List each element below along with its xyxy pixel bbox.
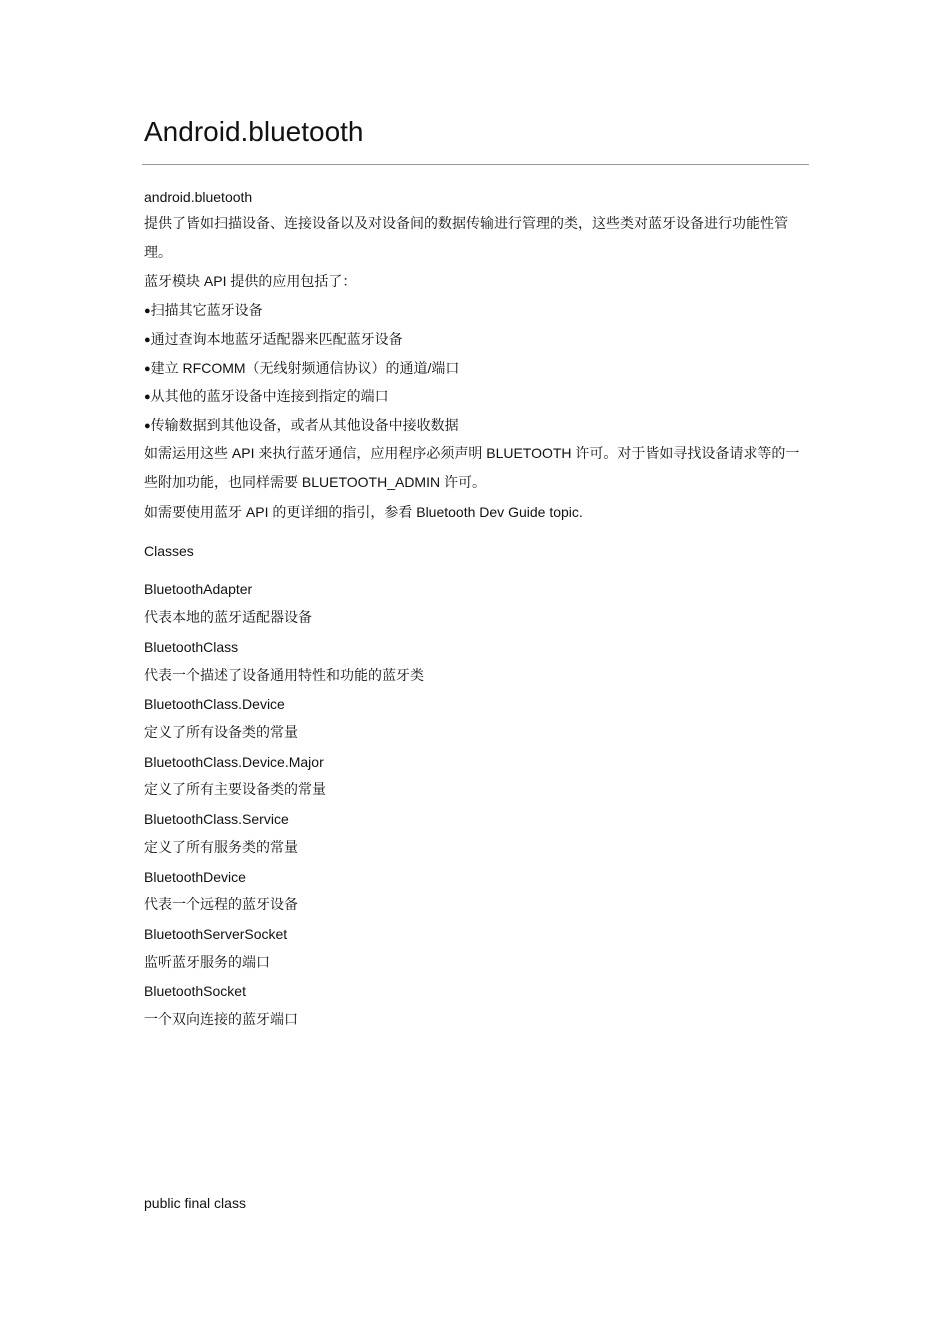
class-name: BluetoothDevice [144, 869, 246, 885]
class-description: 代表一个远程的蓝牙设备 [144, 896, 298, 912]
class-name: BluetoothClass.Service [144, 811, 289, 827]
class-name: BluetoothAdapter [144, 581, 253, 597]
class-name: BluetoothServerSocket [144, 926, 288, 942]
api-intro: 蓝牙模块 API 提供的应用包括了： [144, 273, 357, 289]
title-divider [142, 164, 809, 165]
class-name: BluetoothClass [144, 639, 239, 655]
class-description: 代表本地的蓝牙适配器设备 [144, 609, 312, 625]
feature-item: ● 扫描其它蓝牙设备 [144, 300, 263, 322]
feature-item: ● 从其他的蓝牙设备中连接到指定的端口 [144, 386, 389, 408]
package-name: android.bluetooth [144, 189, 253, 205]
class-description: 代表一个描述了设备通用特性和功能的蓝牙类 [144, 667, 424, 683]
class-description: 定义了所有设备类的常量 [144, 724, 298, 740]
permission-note: 如需运用这些 API 来执行蓝牙通信，应用程序必须声明 BLUETOOTH 许可。对于皆如寻找设备请求等的一些附加功能，也同样需要 BLUETOOTH_ADMIN 许可。 [144, 445, 800, 490]
class-description: 监听蓝牙服务的端口 [144, 954, 270, 970]
page-title: Android.bluetooth [144, 116, 364, 147]
footer-text: public final class [144, 1195, 246, 1211]
classes-heading: Classes [144, 543, 194, 559]
class-name: BluetoothClass.Device [144, 696, 285, 712]
intro-paragraph: 提供了皆如扫描设备、连接设备以及对设备间的数据传输进行管理的类，这些类对蓝牙设备进行功能性管理。 [144, 215, 788, 260]
class-description: 定义了所有主要设备类的常量 [144, 781, 326, 797]
class-description: 定义了所有服务类的常量 [144, 839, 298, 855]
class-name: BluetoothClass.Device.Major [144, 754, 324, 770]
class-description: 一个双向连接的蓝牙端口 [144, 1011, 298, 1027]
feature-item: ● 通过查询本地蓝牙适配器来匹配蓝牙设备 [144, 329, 403, 351]
guide-note: 如需要使用蓝牙 API 的更详细的指引，参看 Bluetooth Dev Guide topic. [144, 504, 583, 520]
class-name: BluetoothSocket [144, 983, 246, 999]
feature-item: ● 建立 RFCOMM（无线射频通信协议）的通道/端口 [144, 358, 459, 380]
feature-item: ● 传输数据到其他设备，或者从其他设备中接收数据 [144, 415, 459, 437]
